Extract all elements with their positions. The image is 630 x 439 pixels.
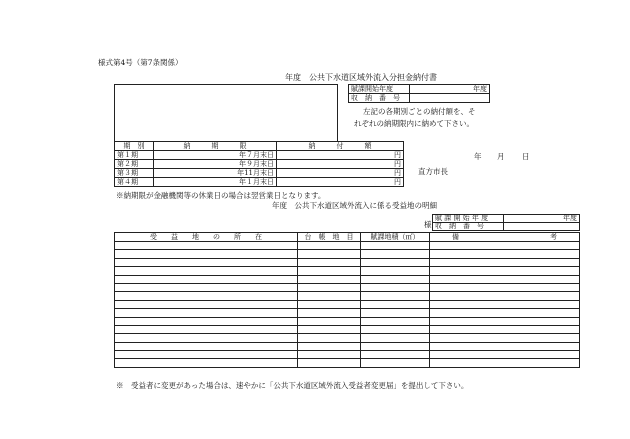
detail-cell bbox=[298, 283, 361, 291]
payment-row bbox=[115, 178, 404, 187]
amount-cell: 円 bbox=[277, 169, 404, 178]
address-box bbox=[114, 84, 338, 142]
detail-cell bbox=[361, 292, 430, 300]
detail-cell bbox=[115, 342, 298, 350]
detail-cell bbox=[361, 300, 430, 308]
period-cell: 第２期 bbox=[115, 160, 154, 169]
header-location: 受 益 地 の 所 在 bbox=[115, 233, 298, 242]
footer-note: ※ 受益者に変更があった場合は、速やかに「公共下水道区域外流入受益者変更届」を提出して下さい。 bbox=[116, 381, 469, 390]
payment-table bbox=[114, 141, 404, 187]
detail-cell bbox=[361, 351, 430, 359]
header-deadline: 納 期 限 bbox=[154, 142, 277, 151]
summary-value: 年度 bbox=[410, 85, 490, 94]
summary-value bbox=[410, 94, 490, 103]
detail-cell bbox=[361, 317, 430, 325]
deadline-note: ※納期限が金融機関等の休業日の場合は翌営業日となります。 bbox=[116, 191, 326, 200]
amount-cell: 円 bbox=[277, 151, 404, 160]
summary-row bbox=[433, 223, 580, 231]
detail-cell bbox=[430, 309, 580, 317]
date-day: 日 bbox=[522, 152, 530, 161]
detail-cell bbox=[430, 351, 580, 359]
date-year: 年 bbox=[474, 152, 482, 161]
detail-cell bbox=[430, 292, 580, 300]
detail-cell bbox=[298, 342, 361, 350]
detail-cell bbox=[430, 250, 580, 258]
detail-row bbox=[115, 275, 580, 283]
detail-row bbox=[115, 351, 580, 359]
detail-cell bbox=[115, 292, 298, 300]
detail-cell bbox=[298, 325, 361, 333]
notice-line-2: れぞれの納期限内に納めて下さい。 bbox=[354, 119, 474, 128]
form-label: 様式第4号（第7条関係） bbox=[98, 58, 183, 67]
detail-cell bbox=[298, 258, 361, 266]
detail-cell bbox=[298, 242, 361, 250]
detail-cell bbox=[115, 275, 298, 283]
detail-row bbox=[115, 334, 580, 342]
detail-row bbox=[115, 317, 580, 325]
detail-cell bbox=[115, 242, 298, 250]
summary-value: 年度 bbox=[504, 215, 580, 223]
header-period: 期 別 bbox=[115, 142, 154, 151]
payment-row bbox=[115, 160, 404, 169]
detail-cell bbox=[298, 250, 361, 258]
detail-row bbox=[115, 267, 580, 275]
detail-cell bbox=[361, 275, 430, 283]
date-month: 月 bbox=[497, 152, 505, 161]
detail-row bbox=[115, 292, 580, 300]
detail-cell bbox=[115, 317, 298, 325]
detail-row bbox=[115, 258, 580, 266]
summary-label: 収 納 番 号 bbox=[433, 223, 504, 231]
period-cell: 第４期 bbox=[115, 178, 154, 187]
summary-value bbox=[504, 223, 580, 231]
notice-line-1: 左記の各期別ごとの納付額を、そ bbox=[363, 107, 476, 116]
deadline-cell: 年１月末日 bbox=[154, 178, 277, 187]
detail-row bbox=[115, 242, 580, 250]
detail-cell bbox=[115, 300, 298, 308]
detail-cell bbox=[361, 342, 430, 350]
detail-cell bbox=[430, 300, 580, 308]
detail-row bbox=[115, 300, 580, 308]
detail-cell bbox=[361, 359, 430, 367]
detail-cell bbox=[430, 242, 580, 250]
summary-row bbox=[349, 85, 490, 94]
detail-row bbox=[115, 250, 580, 258]
detail-cell bbox=[361, 267, 430, 275]
header-land-category: 台 帳 地 目 bbox=[298, 233, 361, 242]
summary-label: 賦課開始年度 bbox=[349, 85, 410, 94]
detail-cell bbox=[298, 351, 361, 359]
detail-cell bbox=[361, 250, 430, 258]
payment-row bbox=[115, 151, 404, 160]
form-title: 年度 公共下水道区域外流入分担金納付書 bbox=[285, 73, 437, 82]
detail-table bbox=[114, 232, 580, 368]
amount-cell: 円 bbox=[277, 160, 404, 169]
detail-cell bbox=[430, 275, 580, 283]
detail-row bbox=[115, 342, 580, 350]
detail-cell bbox=[115, 267, 298, 275]
detail-cell bbox=[298, 292, 361, 300]
detail-header-row bbox=[115, 233, 580, 242]
detail-cell bbox=[298, 300, 361, 308]
detail-cell bbox=[430, 325, 580, 333]
detail-cell bbox=[361, 242, 430, 250]
deadline-cell: 年11月末日 bbox=[154, 169, 277, 178]
detail-cell bbox=[430, 267, 580, 275]
summary-row bbox=[349, 94, 490, 103]
mayor-title: 直方市長 bbox=[418, 167, 448, 176]
detail-cell bbox=[298, 359, 361, 367]
summary-label: 賦 課 開 始 年 度 bbox=[433, 215, 504, 223]
detail-cell bbox=[298, 309, 361, 317]
summary-table-2 bbox=[432, 214, 580, 231]
detail-cell bbox=[361, 334, 430, 342]
summary-table bbox=[348, 84, 490, 103]
detail-row bbox=[115, 283, 580, 291]
header-area: 賦課地積（㎡） bbox=[361, 233, 430, 242]
detail-cell bbox=[298, 275, 361, 283]
detail-row bbox=[115, 325, 580, 333]
deadline-cell: 年９月末日 bbox=[154, 160, 277, 169]
detail-cell bbox=[298, 334, 361, 342]
deadline-cell: 年７月末日 bbox=[154, 151, 277, 160]
detail-cell bbox=[430, 359, 580, 367]
detail-row bbox=[115, 309, 580, 317]
detail-cell bbox=[361, 283, 430, 291]
honorific: 様 bbox=[424, 220, 432, 229]
detail-cell bbox=[115, 250, 298, 258]
detail-cell bbox=[298, 317, 361, 325]
detail-cell bbox=[115, 258, 298, 266]
subtitle: 年度 公共下水道区域外流入に係る受益地の明細 bbox=[272, 201, 437, 210]
detail-cell bbox=[115, 325, 298, 333]
detail-cell bbox=[430, 334, 580, 342]
detail-cell bbox=[430, 283, 580, 291]
detail-cell bbox=[115, 351, 298, 359]
period-cell: 第１期 bbox=[115, 151, 154, 160]
detail-cell bbox=[115, 309, 298, 317]
detail-cell bbox=[298, 267, 361, 275]
header-amount: 納 付 額 bbox=[277, 142, 404, 151]
detail-cell bbox=[430, 258, 580, 266]
detail-cell bbox=[361, 258, 430, 266]
period-cell: 第３期 bbox=[115, 169, 154, 178]
amount-cell: 円 bbox=[277, 178, 404, 187]
detail-cell bbox=[115, 334, 298, 342]
payment-header-row bbox=[115, 142, 404, 151]
detail-cell bbox=[361, 325, 430, 333]
detail-row bbox=[115, 359, 580, 367]
detail-cell bbox=[115, 283, 298, 291]
header-remarks: 備 考 bbox=[430, 233, 580, 242]
payment-row bbox=[115, 169, 404, 178]
detail-cell bbox=[430, 342, 580, 350]
detail-cell bbox=[430, 317, 580, 325]
detail-cell bbox=[115, 359, 298, 367]
detail-cell bbox=[361, 309, 430, 317]
summary-label: 収 納 番 号 bbox=[349, 94, 410, 103]
